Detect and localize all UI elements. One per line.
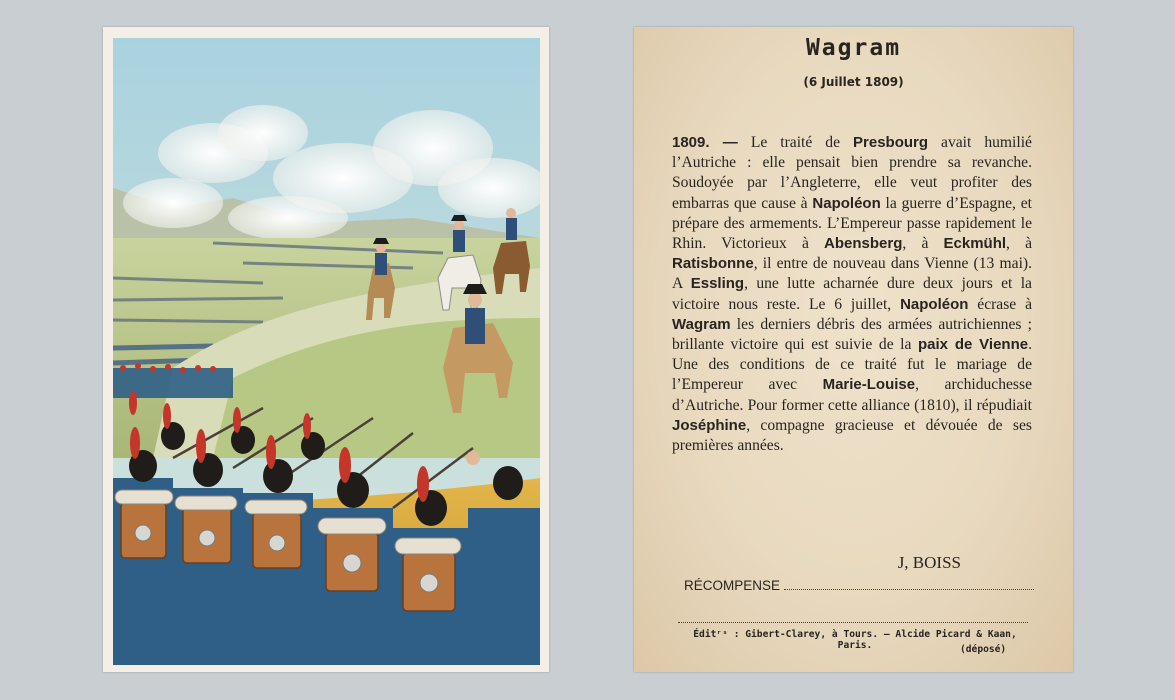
card-date: (6 Juillet 1809): [803, 75, 904, 89]
story-bold-term: Napoléon: [812, 194, 881, 212]
story-run: Le traité de: [737, 134, 854, 151]
story-bold-term: 1809. —: [672, 134, 738, 151]
story-run: , une lutte acharnée dure deux jours et la victoire nous reste. Le 6 juillet,: [672, 275, 1032, 313]
story-bold-term: Ratisbonne: [672, 255, 754, 273]
reward-label: RÉCOMPENSE: [684, 578, 781, 593]
deposited-note: (déposé): [960, 644, 1007, 655]
story-text: [672, 133, 1032, 456]
battle-illustration: [113, 38, 540, 665]
story-bold-term: paix de Vienne: [918, 336, 1029, 354]
story-run: , compagne gracieuse et dévouée de ses premières années.: [672, 416, 1032, 455]
author-signature: J, BOISS: [897, 553, 961, 572]
story-bold-term: Napoléon: [900, 295, 969, 313]
story-bold-term: Wagram: [672, 315, 731, 333]
publisher-divider: [678, 622, 1028, 623]
story-bold-term: Presbourg: [853, 134, 929, 151]
story-run: écrase à: [968, 295, 1032, 313]
story-bold-term: Abensberg: [824, 235, 903, 253]
story-run: avait humilié l’Autriche : elle pensait bien prendre sa revanche. Soudoyée par l’Angleterre, elle veut profiter des embarras que cause à: [672, 134, 1032, 212]
story-run: . Une des conditions de ce traité fut le mariage de l’Empereur avec: [672, 336, 1033, 394]
story-bold-term: Essling: [690, 275, 745, 293]
reward-dotted-line: [784, 588, 1034, 590]
story-run: les derniers débris des armées autrichiennes ; brillante victoire qui est suivie de la: [672, 315, 1032, 354]
story-bold-term: Eckmühl: [943, 235, 1007, 253]
story-run: , il entre de nouveau dans Vienne (13 mai). A: [672, 255, 1032, 293]
story-bold-term: Marie-Louise: [822, 376, 916, 394]
back-card: [634, 27, 1073, 672]
card-title: Wagram: [805, 35, 902, 61]
story-run: , à: [902, 235, 944, 253]
publisher-line: Éditʳˢ : Gibert-Clarey, à Tours. — Alcide Picard & Kaan, Paris.: [693, 629, 1017, 651]
story-bold-term: Joséphine: [672, 416, 747, 434]
front-card: [103, 27, 549, 672]
story-run: , à: [1006, 235, 1033, 253]
reward-line: [684, 578, 1034, 593]
story-run: la guerre d’Espagne, et prépare des armements. L’Empereur passe rapidement le Rhin. Victorieux à: [672, 194, 1032, 253]
story-run: , archiduchesse d’Autriche. Pour former cette alliance (1810), il répudiait: [672, 376, 1032, 414]
